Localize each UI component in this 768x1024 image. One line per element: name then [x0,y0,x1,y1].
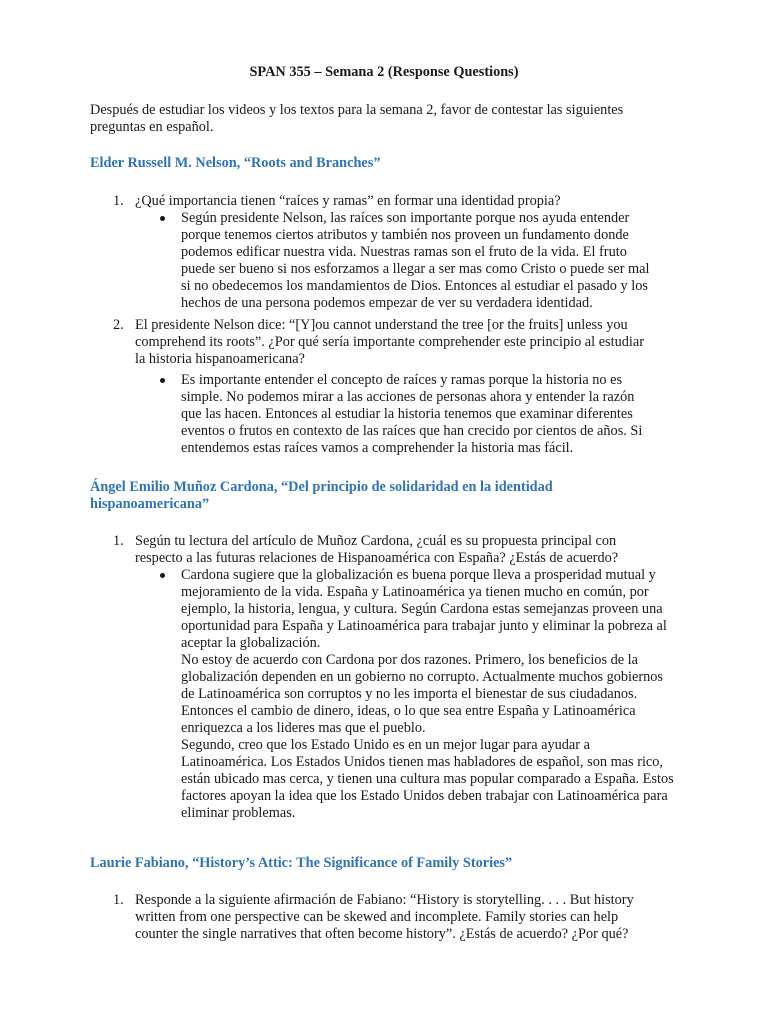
section-heading: hispanoamericana” [90,496,210,512]
answer-line: oportunidad para España y Latinoamérica para trabajar junto y eliminar la pobreza al [181,618,667,634]
answer-line: eventos o frutos en contexto de las raíces que han crecido por cientos de años. Si [181,423,643,439]
answer-line: No estoy de acuerdo con Cardona por dos razones. Primero, los beneficios de la [181,652,638,668]
answer-line: hechos de una persona podemos empezar de ver su verdadera identidad. [181,295,593,311]
answer-line: Entonces el cambio de dinero, ideas, o lo que sea entre España y Latinoamérica [181,703,636,719]
answer-line: ejemplo, la historia, lengua, y cultura. Según Cardona estas semejanzas proveen una [181,601,663,617]
answer-line: Segundo, creo que los Estado Unido es en un mejor lugar para ayudar a [181,737,590,753]
answer-line: Latinoamérica. Los Estados Unidos tienen mas habladores de español, son mas rico, [181,754,663,770]
question-text: written from one perspective can be skewed and incomplete. Family stories can help [135,909,619,925]
answer-line: puede ser bueno si nos esforzamos a llegar a ser mas como Cristo o puede ser mal [181,261,650,277]
answer-line: entendemos estas raíces vamos a comprehender la historia mas fácil. [181,440,574,456]
answer-line: si no obedecemos los mandamientos de Dios. Entonces al estudiar el pasado y los [181,278,648,294]
question-text: El presidente Nelson dice: “[Y]ou cannot understand the tree [or the fruits] unless you [135,317,628,333]
question-text: ¿Qué importancia tienen “raíces y ramas” en formar una identidad propia? [135,193,561,209]
question-number: 2. [113,317,124,333]
question-text: respecto a las futuras relaciones de Hispanoamérica con España? ¿Estás de acuerdo? [135,550,619,566]
answer-line: factores apoyan la idea que los Estado Unidos deben trabajar con Latinoamérica para [181,788,668,804]
question-text: counter the single narratives that often become history”. ¿Estás de acuerdo? ¿Por qué? [135,926,629,942]
answer-line: Es importante entender el concepto de raíces y ramas porque la historia no es [181,372,623,388]
answer-line: Según presidente Nelson, las raíces son importante porque nos ayuda entender [181,210,630,226]
question-text: la historia hispanoamericana? [135,351,305,367]
answer-line: porque tenemos ciertos atributos y también nos proveen un fundamento donde [181,227,629,243]
intro-line: Después de estudiar los videos y los textos para la semana 2, favor de contestar las siguientes [90,102,624,118]
answer-line: podemos edificar nuestra vida. Nuestras ramas son el fruto de la vida. El fruto [181,244,627,260]
question-text: Responde a la siguiente afirmación de Fabiano: “History is storytelling. . . . But history [135,892,634,908]
question-number: 1. [113,892,124,908]
answer-line: globalización dependen en un gobierno no corrupto. Actualmente muchos gobiernos [181,669,663,685]
answer-line: enriquezca a los lideres mas que el pueblo. [181,720,426,736]
answer-line: simple. No podemos mirar a las acciones de personas ahora y entender la razón [181,389,635,405]
bullet-icon [160,573,165,578]
answer-line: están ubicado mas cerca, y tienen una cultura mas popular comparado a España. Estos [181,771,674,787]
answer-line: aceptar la globalización. [181,635,321,651]
question-number: 1. [113,193,124,209]
intro-line: preguntas en español. [90,119,214,135]
answer-line: mejoramiento de la vida. España y Latinoamérica ya tienen mucho en común, por [181,584,649,600]
document-title: SPAN 355 – Semana 2 (Response Questions) [249,64,519,80]
section-heading: Ángel Emilio Muñoz Cardona, “Del principio de solidaridad en la identidad [90,479,553,495]
answer-line: que las hacen. Entonces al estudiar la historia tenemos que examinar diferentes [181,406,633,422]
answer-line: eliminar problemas. [181,805,296,821]
bullet-icon [160,378,165,383]
question-number: 1. [113,533,124,549]
question-text: comprehend its roots”. ¿Por qué sería importante comprehender este principio al estudiar [135,334,644,350]
bullet-icon [160,216,165,221]
answer-line: Cardona sugiere que la globalización es buena porque lleva a prosperidad mutual y [181,567,656,583]
section-heading: Elder Russell M. Nelson, “Roots and Branches” [90,155,381,171]
answer-line: de Latinoamérica son corruptos y no les importa el bienestar de sus ciudadanos. [181,686,638,702]
section-heading: Laurie Fabiano, “History’s Attic: The Significance of Family Stories” [90,855,513,871]
question-text: Según tu lectura del artículo de Muñoz Cardona, ¿cuál es su propuesta principal con [135,533,617,549]
